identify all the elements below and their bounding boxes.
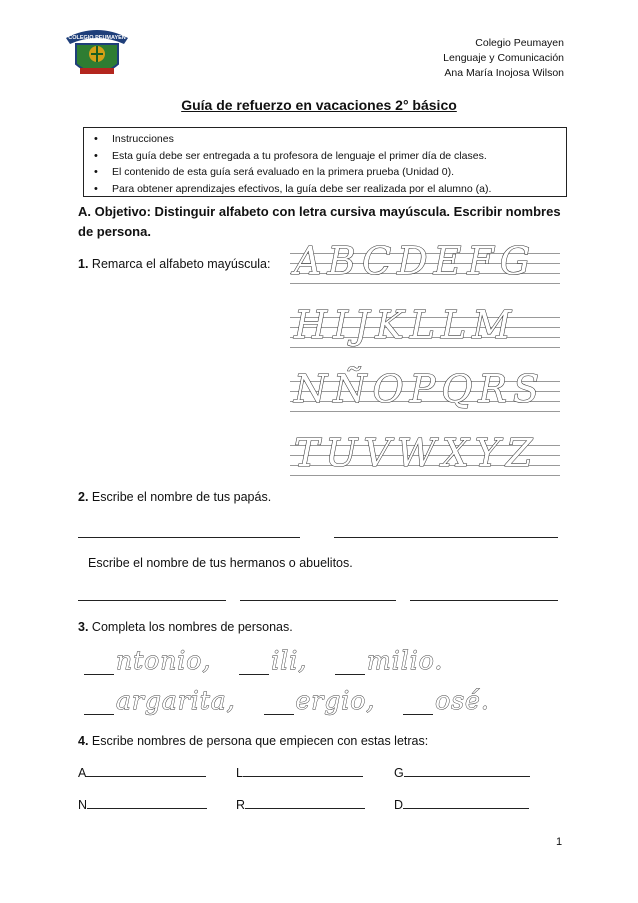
alphabet-letters[interactable]: TUVWXYZ: [294, 431, 539, 475]
name-fragment: argarita,: [116, 686, 236, 715]
subject-name: Lenguaje y Comunicación: [443, 52, 564, 64]
page-number: 1: [556, 836, 563, 848]
question-2: 2. Escribe el nombre de tus papás.: [78, 490, 272, 504]
letter-answer[interactable]: L: [236, 764, 363, 780]
school-info: [443, 36, 564, 81]
name-fragment: milio.: [367, 646, 444, 675]
answer-line[interactable]: [410, 600, 558, 601]
name-fragment: ergio,: [295, 686, 376, 715]
instructions-heading: • Instrucciones: [90, 131, 560, 148]
letter-answer[interactable]: G: [394, 764, 530, 780]
page-title: Guía de refuerzo en vacaciones 2° básico: [181, 97, 457, 113]
answer-line[interactable]: [78, 537, 300, 538]
name-completion-row: [84, 646, 443, 675]
letter-answer[interactable]: R: [236, 796, 365, 812]
question-3: 3. Completa los nombres de personas.: [78, 620, 293, 634]
alphabet-row[interactable]: [290, 428, 560, 478]
letter-answer[interactable]: A: [78, 764, 206, 780]
answer-line[interactable]: [78, 600, 226, 601]
alphabet-letters[interactable]: ABCDEFG: [294, 239, 537, 283]
answer-line[interactable]: [334, 537, 558, 538]
name-fragment: osé.: [435, 686, 490, 715]
blank-field[interactable]: [264, 694, 294, 715]
alphabet-letters[interactable]: HIJKLLM: [294, 303, 518, 347]
instructions-box: [83, 127, 567, 197]
letter-answer[interactable]: N: [78, 796, 207, 812]
instruction-item: • Esta guía debe ser entregada a tu profesora de lenguaje el primer día de clases.: [90, 148, 560, 165]
question-4: 4. Escribe nombres de persona que empiecen con estas letras:: [78, 734, 429, 748]
blank-field[interactable]: [239, 654, 269, 675]
name-fragment: ili,: [271, 646, 308, 675]
answer-line[interactable]: [240, 600, 396, 601]
blank-field[interactable]: [403, 694, 433, 715]
school-logo: [60, 24, 134, 84]
blank-field[interactable]: [335, 654, 365, 675]
letter-answer[interactable]: D: [394, 796, 529, 812]
instruction-item: • El contenido de esta guía será evaluado en la primera prueba (Unidad 0).: [90, 164, 560, 181]
name-completion-row: [84, 686, 490, 715]
blank-field[interactable]: [84, 654, 114, 675]
question-2b: Escribe el nombre de tus hermanos o abuelitos.: [88, 556, 353, 570]
instruction-item: • Para obtener aprendizajes efectivos, la guía debe ser realizada por el alumno (a).: [90, 181, 560, 198]
alphabet-row[interactable]: [290, 364, 560, 414]
alphabet-row[interactable]: [290, 236, 560, 286]
name-fragment: ntonio,: [116, 646, 212, 675]
teacher-name: Ana María Inojosa Wilson: [444, 67, 564, 79]
blank-field[interactable]: [84, 694, 114, 715]
objective: A. Objetivo: Distinguir alfabeto con letra cursiva mayúscula. Escribir nombres de persona.: [78, 204, 561, 239]
logo-text: COLEGIO PEUMAYEN: [68, 35, 126, 41]
alphabet-row[interactable]: [290, 300, 560, 350]
alphabet-letters[interactable]: NÑOPQRS: [294, 367, 546, 411]
school-name: Colegio Peumayen: [475, 37, 564, 49]
question-1: 1. Remarca el alfabeto mayúscula:: [78, 257, 271, 271]
